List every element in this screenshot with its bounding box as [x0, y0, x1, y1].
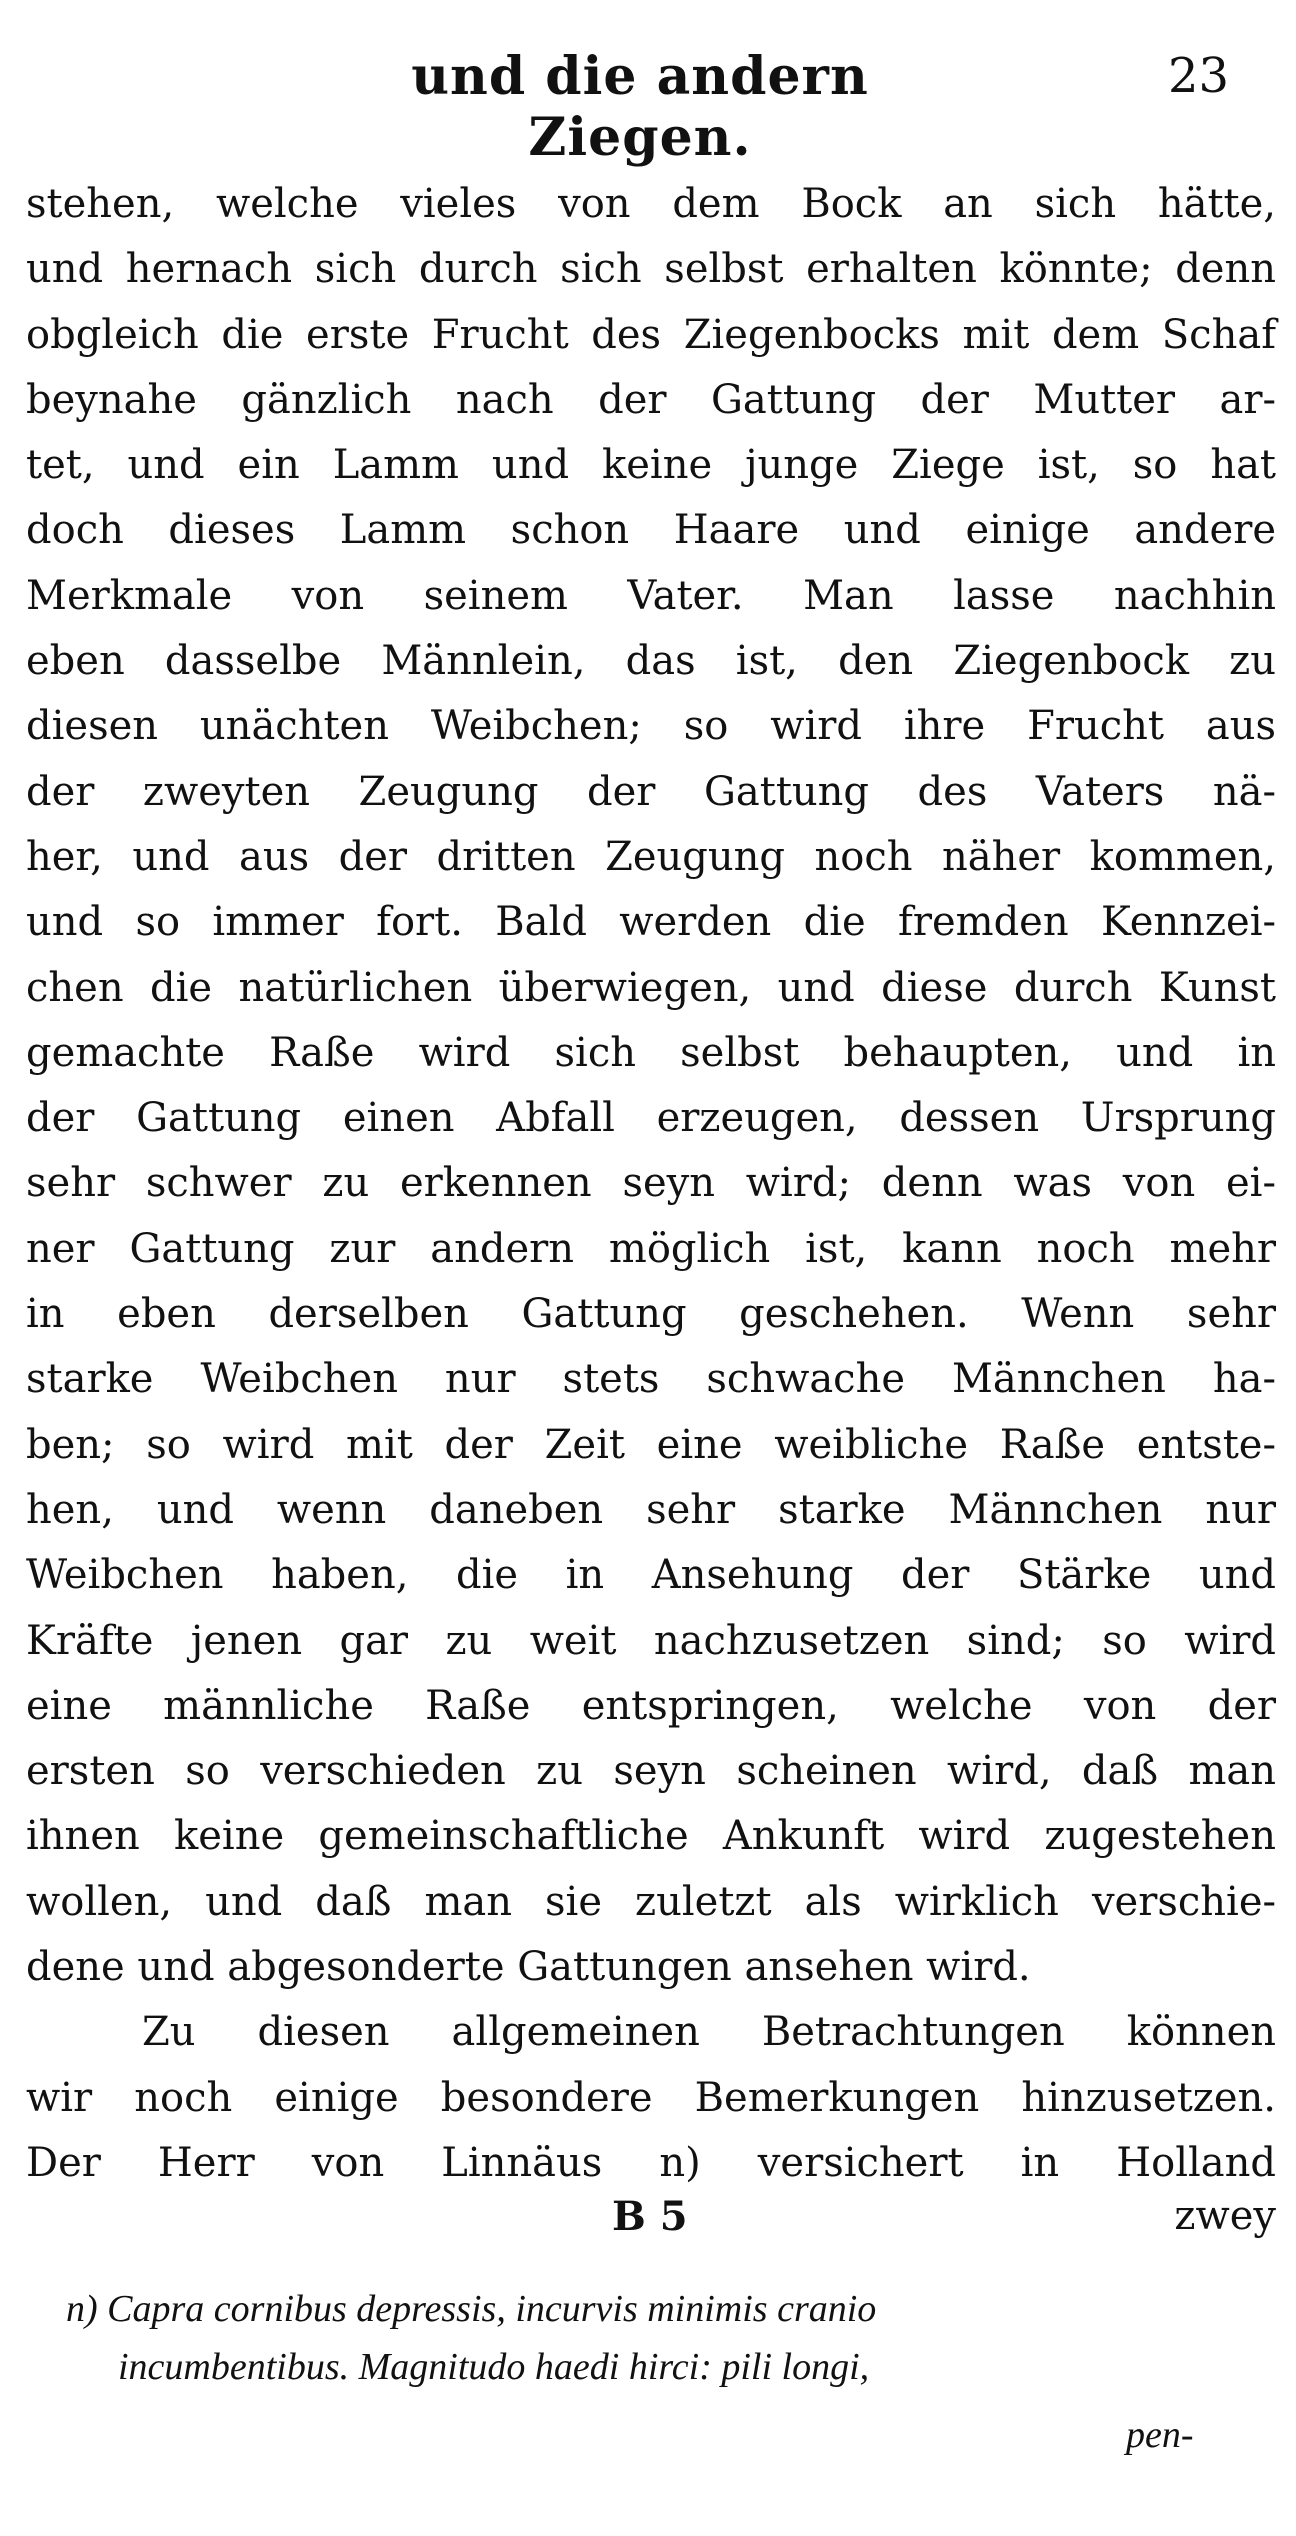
running-title: und die andern Ziegen.: [411, 46, 869, 168]
text-line: wir noch einige besondere Bemerkungen hinzusetzen.: [26, 2074, 1276, 2121]
footnote-catchword: pen-: [1126, 2414, 1194, 2456]
text-line: Weibchen haben, die in Ansehung der Stärke und: [26, 1552, 1276, 1599]
text-line: und hernach sich durch sich selbst erhalten könnte; denn: [26, 246, 1276, 293]
footnote-line: incumbentibus. Magnitudo haedi hirci: pili longi,: [118, 2346, 870, 2388]
text-line: Merkmale von seinem Vater. Man lasse nachhin: [26, 572, 1276, 619]
text-line: in eben derselben Gattung geschehen. Wenn sehr: [26, 1291, 1276, 1338]
text-line: gemachte Raße wird sich selbst behaupten, und in: [26, 1029, 1276, 1076]
text-line: her, und aus der dritten Zeugung noch näher kommen,: [26, 833, 1276, 880]
catchword: zwey: [1174, 2193, 1276, 2239]
footnote-line: n) Capra cornibus depressis, incurvis minimis cranio: [66, 2288, 877, 2330]
text-line: doch dieses Lamm schon Haare und einige andere: [26, 507, 1276, 554]
text-line: obgleich die erste Frucht des Ziegenbocks mit dem Schaf: [26, 311, 1276, 358]
text-line: starke Weibchen nur stets schwache Männchen ha-: [26, 1356, 1276, 1403]
page-number: 23: [1168, 48, 1230, 104]
text-line: sehr schwer zu erkennen seyn wird; denn was von ei-: [26, 1160, 1276, 1207]
text-line: der Gattung einen Abfall erzeugen, dessen Ursprung: [26, 1095, 1276, 1142]
text-line: ben; so wird mit der Zeit eine weibliche Raße entste-: [26, 1421, 1276, 1468]
text-line: tet, und ein Lamm und keine junge Ziege ist, so hat: [26, 442, 1276, 489]
text-line: chen die natürlichen überwiegen, und diese durch Kunst: [26, 964, 1276, 1011]
text-line: ihnen keine gemeinschaftliche Ankunft wird zugestehen: [26, 1813, 1276, 1860]
text-line: Zu diesen allgemeinen Betrachtungen können: [142, 2009, 1276, 2056]
signature-mark: B 5: [612, 2193, 688, 2240]
text-line: stehen, welche vieles von dem Bock an sich hätte,: [26, 181, 1276, 227]
text-line: dene und abgesonderte Gattungen ansehen wird.: [26, 1944, 1031, 1991]
text-line: wollen, und daß man sie zuletzt als wirklich verschie-: [26, 1878, 1276, 1925]
text-line: beynahe gänzlich nach der Gattung der Mutter ar-: [26, 376, 1276, 423]
text-line: diesen unächten Weibchen; so wird ihre Frucht aus: [26, 703, 1276, 750]
text-line: und so immer fort. Bald werden die fremden Kennzei-: [26, 899, 1276, 946]
text-line: eine männliche Raße entspringen, welche von der: [26, 1682, 1276, 1729]
text-line: eben dasselbe Männlein, das ist, den Ziegenbock zu: [26, 638, 1276, 685]
text-line: ner Gattung zur andern möglich ist, kann noch mehr: [26, 1225, 1276, 1272]
text-line: Kräfte jenen gar zu weit nachzusetzen sind; so wird: [26, 1617, 1276, 1664]
text-line: ersten so verschieden zu seyn scheinen wird, daß man: [26, 1748, 1276, 1795]
text-line: hen, und wenn daneben sehr starke Männchen nur: [26, 1486, 1276, 1533]
footnote: [66, 2280, 1216, 2396]
text-line: Der Herr von Linnäus n) versichert in Holland: [26, 2139, 1276, 2186]
body-text: [26, 172, 1276, 2196]
signature-line: [26, 2184, 1276, 2249]
text-line: der zweyten Zeugung der Gattung des Vaters nä-: [26, 768, 1276, 815]
